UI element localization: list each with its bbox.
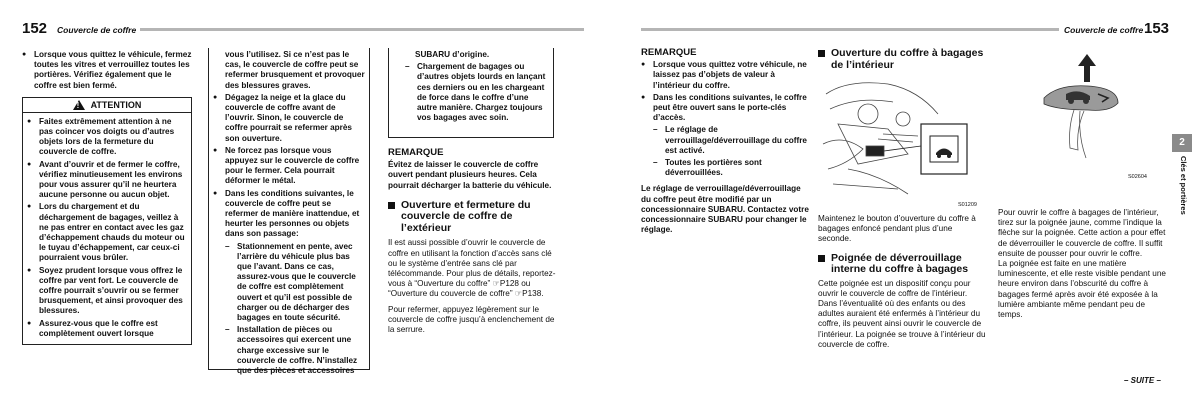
attention-subitem: – Installation de pièces ou accessoires qui exercent une charge excessive sur le couvercle de coffre. N’installez que des pièces et accessoires [223,325,365,376]
attention-item: ● Dégagez la neige et la glace du couvercle de coffre avant de l’ouvrir. Sinon, le couvercle de coffre pourrait se refermer après son ouverture. [213,93,365,144]
right-column-1 [641,48,809,235]
trunk-button-figure [818,74,986,208]
attention-item: ● Assurez-vous que le coffre est complètement ouvert lorsque [27,319,187,339]
remarque-label: REMARQUE [641,47,697,58]
figure-caption: Maintenez le bouton d’ouverture du coffre à bagages enfoncé pendant plus d’une seconde. [818,214,976,244]
chapter-label: Clés et portières [1179,156,1188,215]
left-page-number: 152 [22,20,48,37]
remarque-label: REMARQUE [388,147,444,158]
handle-paragraph: Pour ouvrir le coffre à bagages de l’intérieur, tirez sur la poignée jaune, comme l’indique la flèche sur la poignée. Cette action a pour effet de déverrouiller le couvercle de coffre. Il suffit ensuite de pousser pour ouvrir le coffre. [998,208,1166,258]
attention-subitem: – Chargement de bagages ou d’autres objets lourds en lançant ces derniers ou en les chargeant de force dans le coffre d’une autre manière. Chargez toujours vos bagages avec soin. [403,62,549,123]
section-heading [818,253,986,276]
attention-item: ● Avant d’ouvrir et de fermer le coffre, vérifiez minutieusement les environs pour vous assurer qu’il ne heurtera aucune personne ou aucun objet. [27,160,187,201]
remarque-tail: Le réglage de verrouillage/déverrouillage du coffre peut être modifié par un concessionnaire SUBARU. Contactez votre concessionnaire SUBARU pour changer le réglage. [641,184,809,235]
figure-code: S01209 [958,202,977,208]
remarque-item: ● Lorsque vous quittez votre véhicule, ne laissez pas d’objets de valeur à l’intérieur du coffre. [641,60,809,91]
section-square-icon [388,202,395,209]
right-column-3 [998,208,1166,320]
attention-item: ● Soyez prudent lorsque vous offrez le coffre par vent fort. Le couvercle de coffre pourrait s’ouvrir ou se fermer brusquement, et ainsi provoquer des blessures. [27,266,187,317]
section-title: Poignée de déverrouillage interne du coffre à bagages [831,251,969,276]
section-title: Ouverture du coffre à bagages de l’intérieur [831,47,984,71]
warning-triangle-icon: ! [73,100,85,110]
release-handle-figure [998,48,1166,180]
left-column-3-box [388,48,554,138]
dashboard-illustration [818,74,986,208]
section-paragraph: Il est aussi possible d’ouvrir le couvercle de coffre en utilisant la fonction d’accès sans clé ou le système d’entrée sans clé par télécommande. Pour plus de détails, reportez-vous à “Ouverture du coffre” ☞P128 ou “Ouverture du couvercle de coffre” ☞P138. [388,238,556,299]
left-column-3 [388,148,556,335]
attention-item: ● Dans les conditions suivantes, le couvercle de coffre peut se refermer de manière inattendue, et heurter les personnes ou objets dans son passage: [213,189,365,240]
left-column-2 [208,48,370,376]
chapter-label-area [1172,156,1192,226]
right-running-header: Couvercle de coffre [1064,25,1144,35]
section-heading [818,48,986,71]
attention-header [23,98,191,113]
left-column-1 [22,50,192,345]
left-header-rule [140,28,584,31]
right-column-2 [818,48,986,350]
section-title: Ouverture et fermeture du couvercle de coffre de l’extérieur [401,198,531,234]
attention-item: ● Ne forcez pas lorsque vous appuyez sur le couvercle de coffre pour le fermer. Cela pourrait déformer le métal. [213,146,365,187]
section-square-icon [818,50,825,57]
left-running-header: Couvercle de coffre [57,25,137,35]
section-paragraph: Pour refermer, appuyez légèrement sur le couvercle de coffre jusqu’à enclenchement de la serrure. [388,304,555,334]
continued-marker: – SUITE – [1124,376,1161,385]
col3-lead: SUBARU d’origine. [415,50,490,59]
remarque-item: ● Dans les conditions suivantes, le coffre peut être ouvert sans le porte-clés d’accès. [641,93,809,124]
attention-box [22,97,192,345]
remarque-text: Évitez de laisser le couvercle de coffre ouvert pendant plusieurs heures. Cela pourrait décharger la batterie du véhicule. [388,160,552,190]
remarque-subitem: – Le réglage de verrouillage/déverrouillage du coffre est activé. [651,125,809,156]
right-header-rule [641,28,1059,31]
figure-code: S02604 [1128,174,1147,180]
handle-paragraph: La poignée est faite en une matière luminescente, et elle reste visible pendant une heure environ dans l’obscurité du coffre à bagages fermé après avoir été exposée à la lumière ambiante même pendant peu de temps. [998,259,1166,320]
attention-item: ● Lors du chargement et du déchargement de bagages, veillez à ne pas entrer en contact avec les gaz d’échappement chauds du moteur ou le tuyau d’échappement, car ceux-ci pourraient vous brûler. [27,202,187,263]
attention-subitem: – Stationnement en pente, avec l’arrière du véhicule plus bas que l’avant. Dans ce cas, assurez-vous que le couvercle de coffre est complètement ouvert et qu’il est possible de charger ou de décharger des bagages en toute sécurité. [223,242,365,324]
attention-label: ATTENTION [90,99,142,110]
col2-lead: vous l’utilisez. Si ce n’est pas le cas, le couvercle de coffre peut se refermer brusquement et provoquer des blessures graves. [225,50,365,90]
chapter-tab: 2 [1172,134,1192,152]
section-heading [388,200,556,235]
right-page-number: 153 [1144,20,1170,37]
remarque-subitem: – Toutes les portières sont déverrouillées. [651,158,809,178]
attention-item: ● Faites extrêmement attention à ne pas coincer vos doigts ou d’autres objets lors de la fermeture du couvercle de coffre. [27,117,187,158]
section-paragraph: Cette poignée est un dispositif conçu pour ouvrir le couvercle de coffre de l’intérieur. Dans l’éventualité où des enfants ou des adultes auraient été enfermés à l’intérieur du coffre, ils peuvent ainsi ouvrir le couvercle de l’intérieur. La poignée se trouve à l’intérieur du couvercle de coffre. [818,278,986,349]
section-square-icon [818,255,825,262]
release-handle-illustration [998,48,1166,180]
intro-bullet: ● Lorsque vous quittez le véhicule, fermez toutes les vitres et verrouillez toutes les portières. Vérifiez également que le coffre est bien fermé. [22,50,192,91]
